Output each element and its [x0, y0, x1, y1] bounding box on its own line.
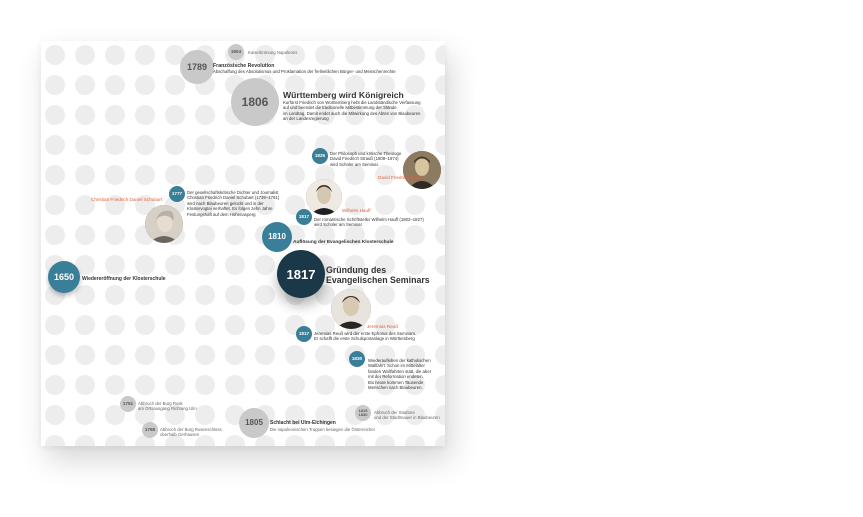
event-1830-line: fanden Wallfahrten statt, die aber — [368, 368, 432, 374]
event-1806-title: Württemberg wird Königreich — [283, 90, 404, 100]
portrait-hauff — [306, 179, 342, 215]
event-1650-title: Wiedereröffnung der Klosterschule — [82, 276, 166, 282]
year-1815-label: 1815 — [358, 408, 368, 413]
portrait-reuss — [331, 289, 371, 329]
event-1789-text: Abschaffung des Absolutismus und Proklamation der freiheitlichen Bürger- und Menschenrechte — [213, 69, 396, 74]
year-circle-1777: 1777 — [169, 186, 185, 202]
event-1825-line: David Friedrich Strauß (1808–1874) — [330, 156, 399, 162]
portrait-strauss — [403, 151, 441, 189]
event-1825-line: Der Philosoph und kritische Theologe — [330, 151, 402, 156]
event-1815-text — [374, 410, 440, 421]
event-1777-line: Festungshaft auf dem Hohenasperg — [187, 211, 256, 217]
event-1815-line: und der Stadtmauer in Blaubeuren — [374, 415, 440, 421]
event-1817-reuss-text — [314, 331, 416, 342]
event-1817-main-title — [326, 265, 430, 285]
year-circle-1817-reuss: 1817 — [296, 326, 312, 342]
event-1817-hauff-line: Der romantische Schriftsteller Wilhelm Hauff (1802–1827) — [314, 217, 424, 222]
year-circle-1815-1830 — [355, 405, 371, 421]
year-circle-1805: 1805 — [239, 408, 269, 438]
event-1751-line: am Ortsausgang Richtung Ulm — [138, 406, 197, 412]
year-circle-1817-hauff: 1817 — [296, 209, 312, 225]
event-1751-line: Abbruch der Burg Rusk — [138, 401, 183, 406]
event-1830-text — [368, 358, 431, 390]
event-1830-line: Menschen nach Blaubeuren. — [368, 385, 423, 391]
person-label-reuss: Jeremias Reuß — [367, 324, 399, 329]
event-1825-line: wird Schüler am Seminar. — [330, 161, 379, 167]
event-1768-text — [160, 427, 222, 438]
event-1789-title: Französische Revolution — [213, 63, 275, 69]
event-1817-title-line: Evangelischen Seminars — [326, 275, 430, 285]
event-1830-line: Wiederaufleben der katholischen — [368, 358, 431, 363]
year-circle-1825: 1825 — [312, 148, 328, 164]
event-1777-text — [187, 190, 279, 217]
event-1805-title: Schlacht bei Ulm-Elchingen — [270, 420, 336, 426]
event-1806-line: im Landtag. Damit endet auch die Mitwirkung des Abtes von Blaubeuren — [283, 110, 421, 116]
event-1817-hauff-text — [314, 217, 424, 228]
person-label-strauss: David Friedrich Strauß — [378, 175, 424, 180]
event-1777-line: Der gesellschaftskritische Dichter und Journalist — [187, 190, 279, 195]
event-1804-text: Kaiserkrönung Napoleons — [248, 50, 298, 55]
event-1817-reuss-line: Jeremias Reuß wird der erste Ephorus des Seminars. — [314, 331, 417, 336]
event-1825-text — [330, 151, 401, 167]
year-circle-1768: 1768 — [142, 422, 158, 438]
event-1751-text — [138, 401, 197, 412]
event-1777-line: Christian Friedrich Daniel Schubart (1739–1791) — [187, 195, 280, 201]
year-circle-1806: 1806 — [231, 78, 279, 126]
event-1817-hauff-line: wird Schüler am Seminar — [314, 222, 362, 228]
event-1830-line: mit der Reformation endeten. — [368, 374, 424, 380]
year-circle-1817-main: 1817 — [277, 250, 325, 298]
event-1817-reuss-line: Er schafft die erste Schulsportanlage in Württemberg — [314, 336, 415, 342]
event-1806-line: Kurfürst Friedrich von Württemberg hebt die Landständische Verfassung — [283, 100, 421, 105]
year-circle-1751: 1751 — [120, 396, 136, 412]
timeline-page — [41, 41, 445, 446]
event-1768-line: oberhalb Gerhausen — [160, 432, 200, 438]
event-1805-text: Die napoleonischen Truppen besiegen die Österreicher — [270, 427, 376, 432]
event-1830-line: Wallfahrt. Schon im Mittelalter — [368, 363, 425, 369]
event-1768-line: Abbruch der Burg Rusenschloss — [160, 427, 222, 432]
year-1830-label: 1830 — [358, 412, 368, 417]
event-1777-line: wird nach Blaubeuren gelockt und in der — [187, 200, 264, 206]
person-label-hauff: Wilhelm Hauff — [342, 208, 371, 213]
event-1817-title-line: Gründung des — [326, 265, 387, 275]
event-1777-line: Klostervogtei verhaftet. Es folgen zehn Jahre — [187, 206, 273, 212]
year-circle-1810: 1810 — [262, 222, 292, 252]
year-circle-1789: 1789 — [180, 50, 214, 84]
event-1806-text — [283, 100, 421, 122]
person-label-schubart: Christian Friedrich Daniel Schubart — [91, 197, 163, 202]
year-circle-1650: 1650 — [48, 261, 80, 293]
event-1806-line: auf und beendet die traditionelle Mitbestimmung der Stände — [283, 105, 397, 111]
portrait-schubart — [145, 205, 183, 243]
event-1815-line: Abbruch der Stadtore — [374, 410, 415, 415]
event-1806-line: an der Landesregierung — [283, 116, 329, 122]
event-1830-line: Bis heute kommen Tausende — [368, 379, 424, 385]
event-1810-title: Auflösung der Evangelischen Klosterschule — [293, 240, 394, 245]
year-circle-1804: 1804 — [228, 44, 244, 60]
year-circle-1830: 1830 — [349, 351, 365, 367]
